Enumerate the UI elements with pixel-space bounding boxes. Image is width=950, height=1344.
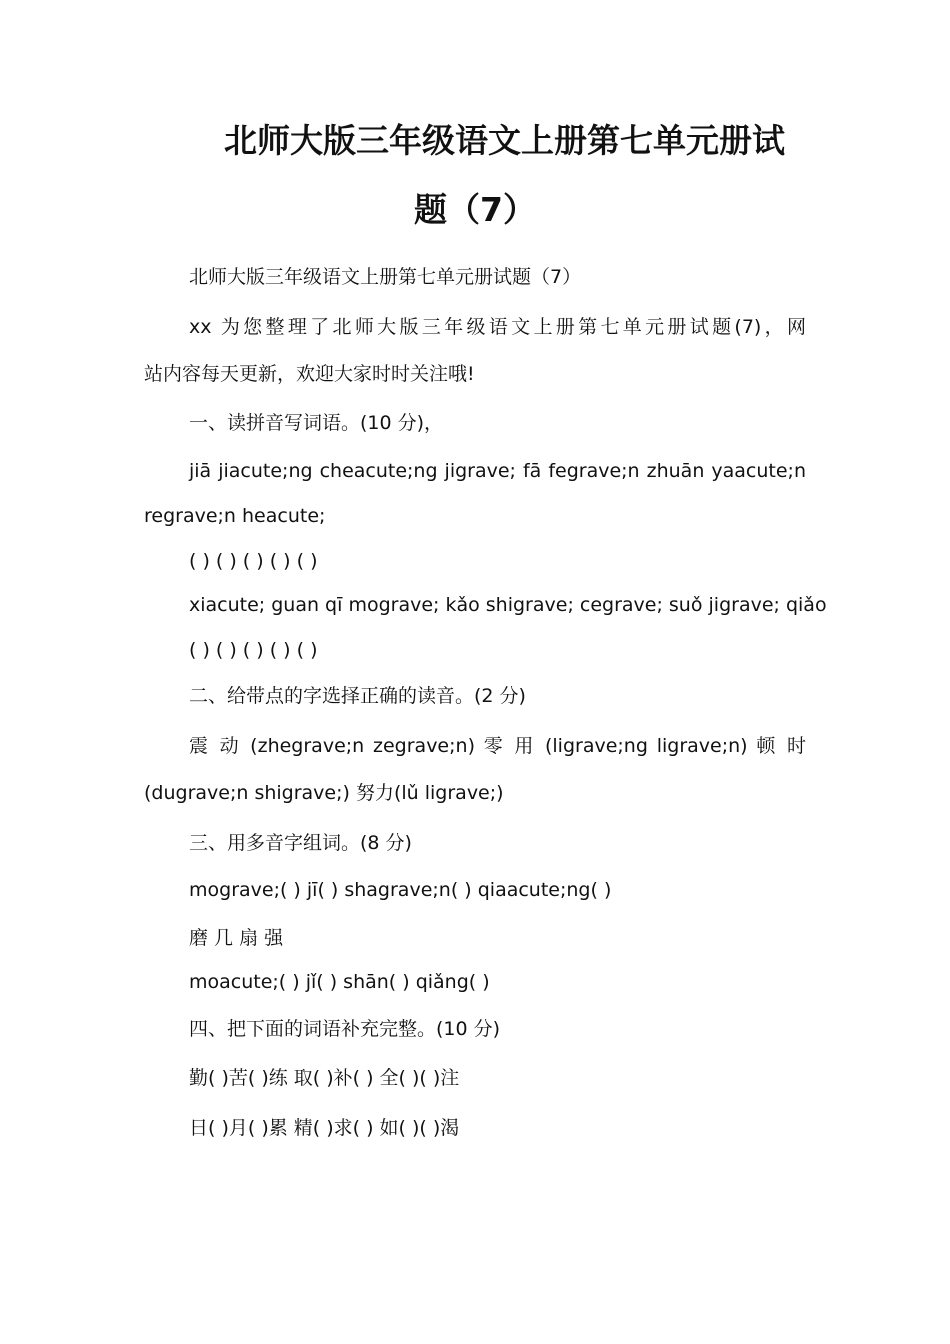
subtitle-paragraph: 北师大版三年级语文上册第七单元册试题（7） (189, 266, 582, 288)
section-3-characters: 磨 几 扇 强 (189, 927, 284, 949)
section-3-pinyin-line-1: mograve;( ) jī( ) shagrave;n( ) qiaacute;ng( ) (189, 879, 612, 901)
intro-paragraph-line-2: 站内容每天更新，欢迎大家时时关注哦! (144, 363, 475, 385)
section-2-line-2: (dugrave;n shigrave;) 努力(lǔ ligrave;) (144, 782, 504, 804)
document-title-line-2: 题（7） (414, 190, 536, 229)
section-3-pinyin-line-2: moacute;( ) jǐ( ) shān( ) qiǎng( ) (189, 971, 490, 993)
section-1-pinyin-line-2: regrave;n heacute; (144, 505, 326, 527)
section-1-blanks-2: ( ) ( ) ( ) ( ) ( ) (189, 639, 318, 661)
section-1-pinyin-line-1: jiā jiacute;ng cheacute;ng jigrave; fā fegrave;n zhuān yaacute;n (189, 460, 806, 482)
section-1-heading: 一、读拼音写词语。(10 分)， (189, 412, 444, 434)
section-4-heading: 四、把下面的词语补充完整。(10 分) (189, 1018, 501, 1040)
section-1-blanks-1: ( ) ( ) ( ) ( ) ( ) (189, 550, 318, 572)
section-3-heading: 三、用多音字组词。(8 分) (189, 832, 412, 854)
document-title-line-1: 北师大版三年级语文上册第七单元册试 (224, 121, 785, 160)
section-4-line-1: 勤( )苦( )练 取( )补( ) 全( )( )注 (189, 1067, 460, 1089)
section-2-heading: 二、给带点的字选择正确的读音。(2 分) (189, 685, 526, 707)
section-1-pinyin-line-3: xiacute; guan qī mograve; kǎo shigrave; cegrave; suǒ jigrave; qiǎo (189, 594, 827, 616)
intro-paragraph-line-1: xx 为您整理了北师大版三年级语文上册第七单元册试题(7)，网 (189, 316, 806, 338)
section-2-line-1: 震 动 (zhegrave;n zegrave;n) 零 用 (ligrave;ng ligrave;n) 顿 时 (189, 735, 806, 757)
section-4-line-2: 日( )月( )累 精( )求( ) 如( )( )渴 (189, 1117, 460, 1139)
